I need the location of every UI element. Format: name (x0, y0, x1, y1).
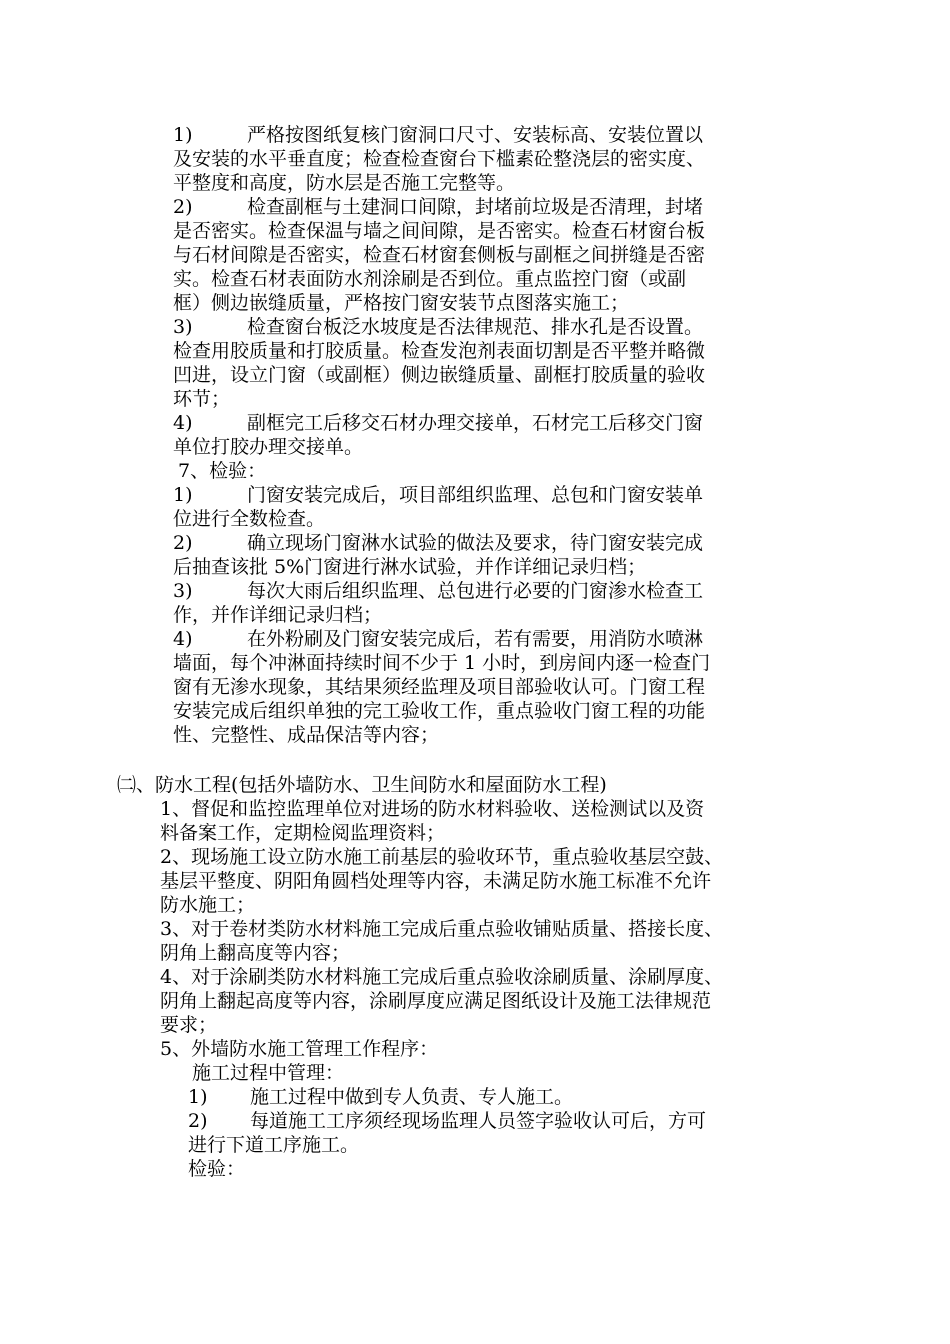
section-item-4-line-1: 4、对于涂刷类防水材料施工完成后重点验收涂刷质量、涂刷厚度、 (160, 966, 724, 988)
list-b-item-3-line-1: 3) 每次大雨后组织监理、总包进行必要的门窗渗水检查工 (173, 580, 704, 602)
list-a-item-3-line-4: 环节； (173, 388, 231, 410)
list-a-item-4-line-1: 4) 副框完工后移交石材办理交接单，石材完工后移交门窗 (173, 412, 704, 434)
list-b-item-2-line-2: 后抽查该批 5%门窗进行淋水试验，并作详细记录归档； (173, 556, 647, 578)
sub-heading-construction: 施工过程中管理： (192, 1062, 345, 1084)
list-a-item-3-line-2: 检查用胶质量和打胶质量。检查发泡剂表面切割是否平整并略微 (173, 340, 706, 362)
list-b-item-4-line-2: 墙面，每个冲淋面持续时间不少于 1 小时，到房间内逐一检查门 (173, 652, 711, 674)
section-item-1-line-2: 料备案工作，定期检阅监理资料； (160, 822, 446, 844)
list-b-item-4-line-4: 安装完成后组织单独的完工验收工作，重点验收门窗工程的功能 (173, 700, 706, 722)
list-a-item-3-line-3: 凹进，设立门窗（或副框）侧边嵌缝质量、副框打胶质量的验收 (173, 364, 706, 386)
section-item-4-line-3: 要求； (160, 1014, 218, 1036)
list-b-item-4-line-1: 4) 在外粉刷及门窗安装完成后，若有需要，用消防水喷淋 (173, 628, 704, 650)
section-item-3-line-1: 3、对于卷材类防水材料施工完成后重点验收铺贴质量、搭接长度、 (160, 918, 724, 940)
list-a-item-1-line-1: 1) 严格按图纸复核门窗洞口尺寸、安装标高、安装位置以 (173, 124, 704, 146)
list-b-item-1-line-2: 位进行全数检查。 (173, 508, 326, 530)
list-a-item-3-line-1: 3) 检查窗台板泛水坡度是否法律规范、排水孔是否设置。 (173, 316, 704, 338)
section-item-1-line-1: 1、督促和监控监理单位对进场的防水材料验收、送检测试以及资 (160, 798, 705, 820)
heading-7: 7、检验： (178, 460, 267, 482)
list-b-item-2-line-1: 2) 确立现场门窗淋水试验的做法及要求，待门窗安装完成 (173, 532, 704, 554)
section-item-2-line-2: 基层平整度、阴阳角圆档处理等内容，未满足防水施工标准不允许 (160, 870, 712, 892)
list-c-item-1-line-1: 1) 施工过程中做到专人负责、专人施工。 (188, 1086, 574, 1108)
list-a-item-2-line-2: 是否密实。检查保温与墙之间间隙，是否密实。检查石材窗台板 (173, 220, 706, 242)
list-a-item-4-line-2: 单位打胶办理交接单。 (173, 436, 364, 458)
list-b-item-1-line-1: 1) 门窗安装完成后，项目部组织监理、总包和门窗安装单 (173, 484, 704, 506)
section-item-2-line-3: 防水施工； (160, 894, 256, 916)
list-b-item-4-line-3: 窗有无渗水现象，其结果须经监理及项目部验收认可。门窗工程 (173, 676, 706, 698)
list-c-item-2-line-2: 进行下道工序施工。 (188, 1134, 360, 1156)
section-title: ㈡、防水工程(包括外墙防水、卫生间防水和屋面防水工程) (117, 774, 607, 796)
section-item-3-line-2: 阴角上翻高度等内容； (160, 942, 351, 964)
section-item-4-line-2: 阴角上翻起高度等内容，涂刷厚度应满足图纸设计及施工法律规范 (160, 990, 712, 1012)
list-a-item-1-line-2: 及安装的水平垂直度；检查检查窗台下槛素砼整浇层的密实度、 (173, 148, 706, 170)
list-b-item-4-line-5: 性、完整性、成品保洁等内容； (173, 724, 440, 746)
section-item-2-line-1: 2、现场施工设立防水施工前基层的验收环节，重点验收基层空鼓、 (160, 846, 724, 868)
sub-heading-inspection: 检验： (188, 1158, 246, 1180)
section-item-5-line-1: 5、外墙防水施工管理工作程序： (160, 1038, 439, 1060)
list-a-item-2-line-4: 实。检查石材表面防水剂涂刷是否到位。重点监控门窗（或副 (173, 268, 687, 290)
list-c-item-2-line-1: 2) 每道施工工序须经现场监理人员签字验收认可后，方可 (188, 1110, 707, 1132)
list-a-item-2-line-3: 与石材间隙是否密实，检查石材窗套侧板与副框之间拼缝是否密 (173, 244, 706, 266)
list-a-item-2-line-1: 2) 检查副框与土建洞口间隙，封堵前垃圾是否清理，封堵 (173, 196, 704, 218)
list-a-item-1-line-3: 平整度和高度，防水层是否施工完整等。 (173, 172, 516, 194)
list-b-item-3-line-2: 作，并作详细记录归档； (173, 604, 383, 626)
list-a-item-2-line-5: 框）侧边嵌缝质量，严格按门窗安装节点图落实施工； (173, 292, 630, 314)
